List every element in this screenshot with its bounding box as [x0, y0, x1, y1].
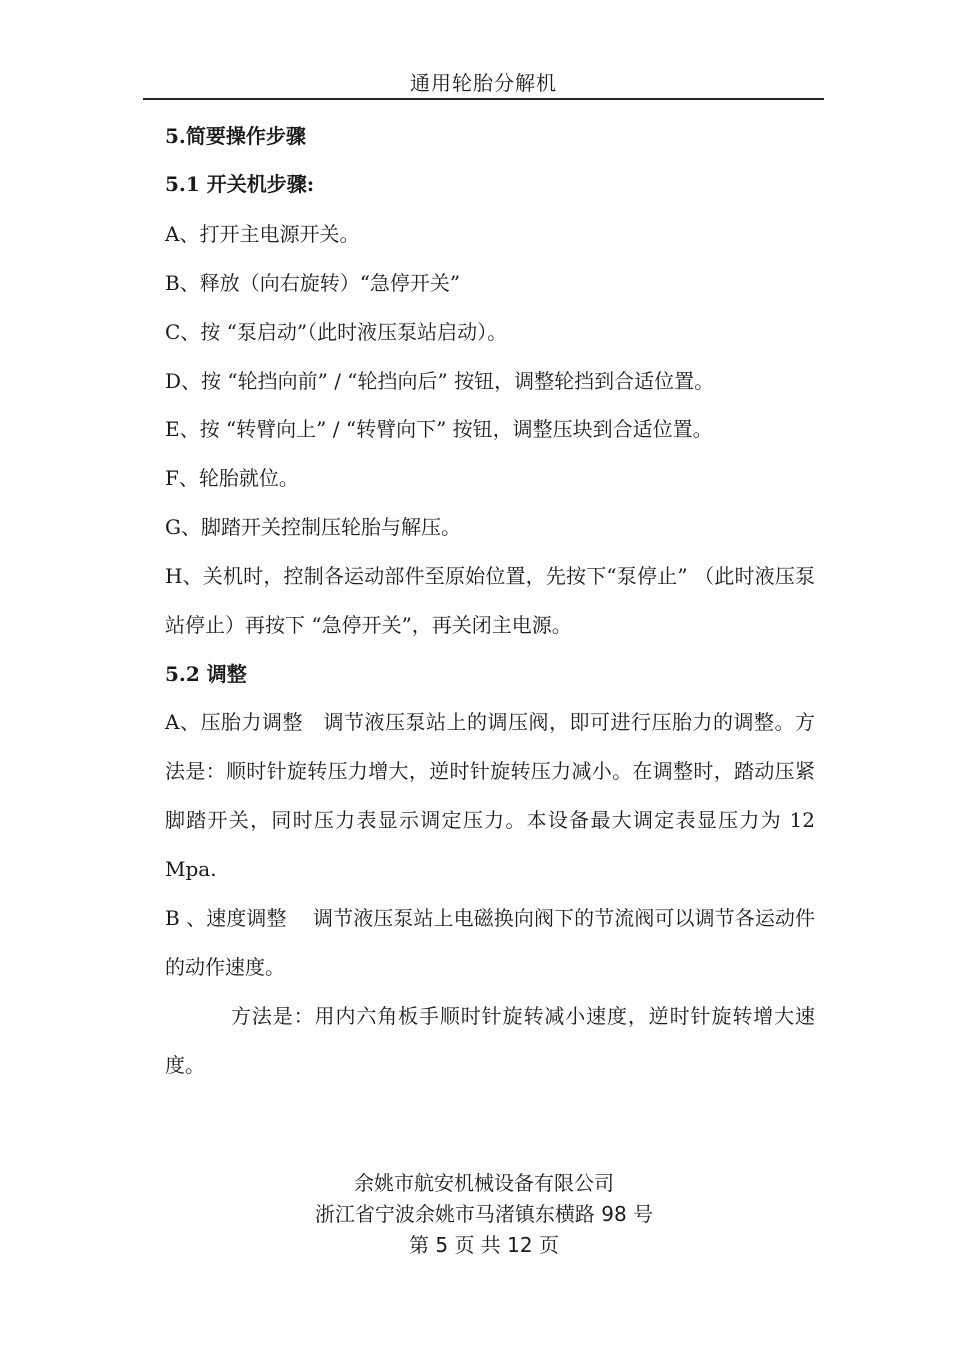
footer-page-number: 第 5 页 共 12 页 — [409, 1233, 559, 1257]
step-g: G、脚踏开关控制压轮胎与解压。 — [165, 515, 461, 539]
page-header — [143, 68, 824, 100]
step-h: H、关机时，控制各运动部件至原始位置，先按下“泵停止” （此时液压泵站停止）再按下 “急停开关”，再关闭主电源。 — [165, 564, 815, 637]
page-footer — [0, 1168, 968, 1261]
subsection-title-5-1: 5.1 开关机步骤: — [165, 172, 315, 196]
step-a: A、打开主电源开关。 — [165, 222, 360, 246]
footer-address: 浙江省宁波余姚市马渚镇东横路 98 号 — [314, 1202, 654, 1226]
step-f: F、轮胎就位。 — [165, 466, 299, 490]
adjust-speed-paragraph: B 、速度调整 调节液压泵站上电磁换向阀下的节流阀可以调节各运动件的动作速度。 — [165, 906, 815, 979]
step-c: C、按 “泵启动”（此时液压泵站启动）。 — [165, 320, 508, 344]
adjust-pressure-paragraph: A、压胎力调整 调节液压泵站上的调压阀，即可进行压胎力的调整。方法是：顺时针旋转压力增大，逆时针旋转压力减小。在调整时，踏动压紧脚踏开关，同时压力表显示调定压力。本设备最大调定表显压力为 12 Mpa. — [165, 710, 815, 881]
subsection-title-5-2: 5.2 调整 — [165, 662, 247, 686]
header-title: 通用轮胎分解机 — [410, 71, 557, 95]
footer-company: 余姚市航安机械设备有限公司 — [354, 1171, 614, 1195]
step-d: D、按 “轮挡向前” / “轮挡向后” 按钮，调整轮挡到合适位置。 — [165, 369, 715, 393]
section-title: 5.简要操作步骤 — [165, 124, 306, 148]
adjust-speed-method: 方法是：用内六角板手顺时针旋转减小速度，逆时针旋转增大速度。 — [165, 1004, 815, 1077]
step-b: B、释放（向右旋转）“急停开关” — [165, 271, 461, 295]
step-e: E、按 “转臂向上” / “转臂向下” 按钮，调整压块到合适位置。 — [165, 417, 713, 441]
